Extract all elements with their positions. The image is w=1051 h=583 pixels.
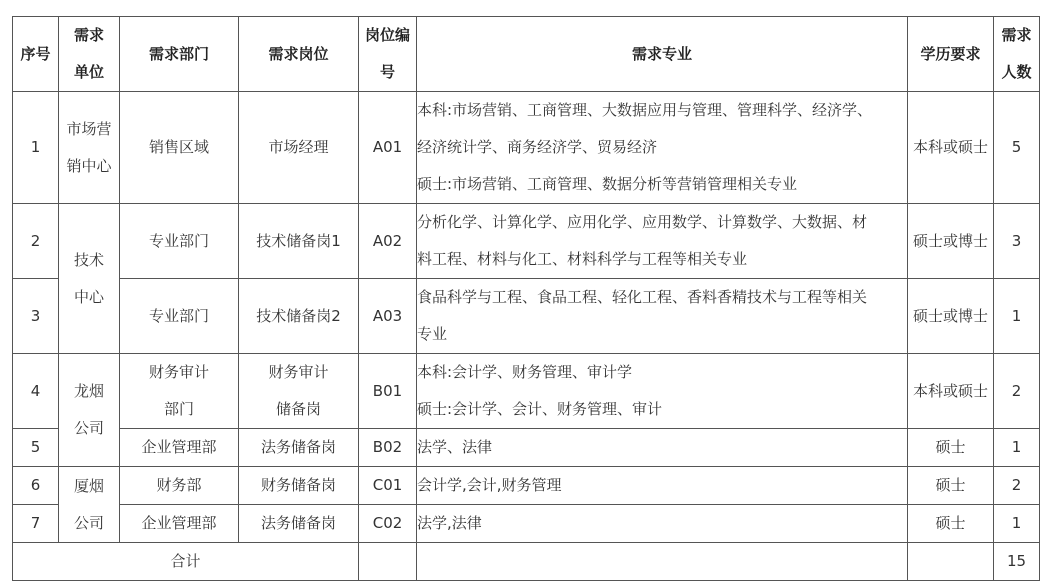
total-count: 15 xyxy=(994,543,1040,581)
cell-post: 财务储备岗 xyxy=(239,467,359,505)
table-row xyxy=(13,92,1040,204)
header-unit: 需求 单位 xyxy=(59,17,120,92)
cell-edu: 本科或硕士 xyxy=(908,354,994,429)
cell-post: 技术储备岗2 xyxy=(239,279,359,354)
header-dept: 需求部门 xyxy=(120,17,239,92)
total-label: 合计 xyxy=(13,543,359,581)
cell-major: 食品科学与工程、食品工程、轻化工程、香料香精技术与工程等相关 专业 xyxy=(417,279,908,354)
table-row xyxy=(13,429,1040,467)
cell-unit: 技术 中心 xyxy=(59,204,120,354)
cell-no: 2 xyxy=(13,204,59,279)
cell-dept: 财务部 xyxy=(120,467,239,505)
table-row xyxy=(13,204,1040,279)
cell-no: 1 xyxy=(13,92,59,204)
cell-dept: 企业管理部 xyxy=(120,429,239,467)
cell-major: 会计学,会计,财务管理 xyxy=(417,467,908,505)
cell-dept: 销售区域 xyxy=(120,92,239,204)
cell-unit: 龙烟 公司 xyxy=(59,354,120,467)
cell-post: 技术储备岗1 xyxy=(239,204,359,279)
cell-count: 2 xyxy=(994,467,1040,505)
cell-dept: 专业部门 xyxy=(120,204,239,279)
table-row xyxy=(13,505,1040,543)
header-code: 岗位编 号 xyxy=(359,17,417,92)
cell-dept: 企业管理部 xyxy=(120,505,239,543)
table-row xyxy=(13,467,1040,505)
cell-count: 1 xyxy=(994,505,1040,543)
cell-edu: 硕士 xyxy=(908,505,994,543)
cell-major: 本科:会计学、财务管理、审计学 硕士:会计学、会计、财务管理、审计 xyxy=(417,354,908,429)
cell-edu: 硕士或博士 xyxy=(908,204,994,279)
cell-count: 3 xyxy=(994,204,1040,279)
cell-count: 1 xyxy=(994,429,1040,467)
cell-code: C02 xyxy=(359,505,417,543)
cell-count: 5 xyxy=(994,92,1040,204)
cell-code: A03 xyxy=(359,279,417,354)
cell-post: 财务审计 储备岗 xyxy=(239,354,359,429)
cell-count: 1 xyxy=(994,279,1040,354)
cell-code: B02 xyxy=(359,429,417,467)
recruitment-table xyxy=(12,16,1040,581)
cell-unit: 市场营 销中心 xyxy=(59,92,120,204)
cell-edu: 本科或硕士 xyxy=(908,92,994,204)
cell-post: 法务储备岗 xyxy=(239,505,359,543)
cell-code: B01 xyxy=(359,354,417,429)
header-edu: 学历要求 xyxy=(908,17,994,92)
cell-edu: 硕士 xyxy=(908,467,994,505)
cell-unit: 厦烟 公司 xyxy=(59,467,120,543)
cell-code: A01 xyxy=(359,92,417,204)
table-row xyxy=(13,354,1040,429)
total-empty-code xyxy=(359,543,417,581)
cell-code: A02 xyxy=(359,204,417,279)
total-row xyxy=(13,543,1040,581)
cell-count: 2 xyxy=(994,354,1040,429)
header-no: 序号 xyxy=(13,17,59,92)
cell-edu: 硕士或博士 xyxy=(908,279,994,354)
cell-edu: 硕士 xyxy=(908,429,994,467)
cell-no: 5 xyxy=(13,429,59,467)
cell-major: 法学,法律 xyxy=(417,505,908,543)
cell-major: 法学、法律 xyxy=(417,429,908,467)
cell-no: 4 xyxy=(13,354,59,429)
cell-post: 法务储备岗 xyxy=(239,429,359,467)
cell-no: 3 xyxy=(13,279,59,354)
header-count: 需求 人数 xyxy=(994,17,1040,92)
cell-no: 6 xyxy=(13,467,59,505)
total-empty-edu xyxy=(908,543,994,581)
header-row xyxy=(13,17,1040,92)
header-post: 需求岗位 xyxy=(239,17,359,92)
header-major: 需求专业 xyxy=(417,17,908,92)
cell-code: C01 xyxy=(359,467,417,505)
total-empty-major xyxy=(417,543,908,581)
cell-no: 7 xyxy=(13,505,59,543)
cell-major: 本科:市场营销、工商管理、大数据应用与管理、管理科学、经济学、 经济统计学、商务经济学、贸易经济 硕士:市场营销、工商管理、数据分析等营销管理相关专业 xyxy=(417,92,908,204)
cell-major: 分析化学、计算化学、应用化学、应用数学、计算数学、大数据、材 料工程、材料与化工、材料科学与工程等相关专业 xyxy=(417,204,908,279)
cell-post: 市场经理 xyxy=(239,92,359,204)
table-row xyxy=(13,279,1040,354)
cell-dept: 专业部门 xyxy=(120,279,239,354)
cell-dept: 财务审计 部门 xyxy=(120,354,239,429)
